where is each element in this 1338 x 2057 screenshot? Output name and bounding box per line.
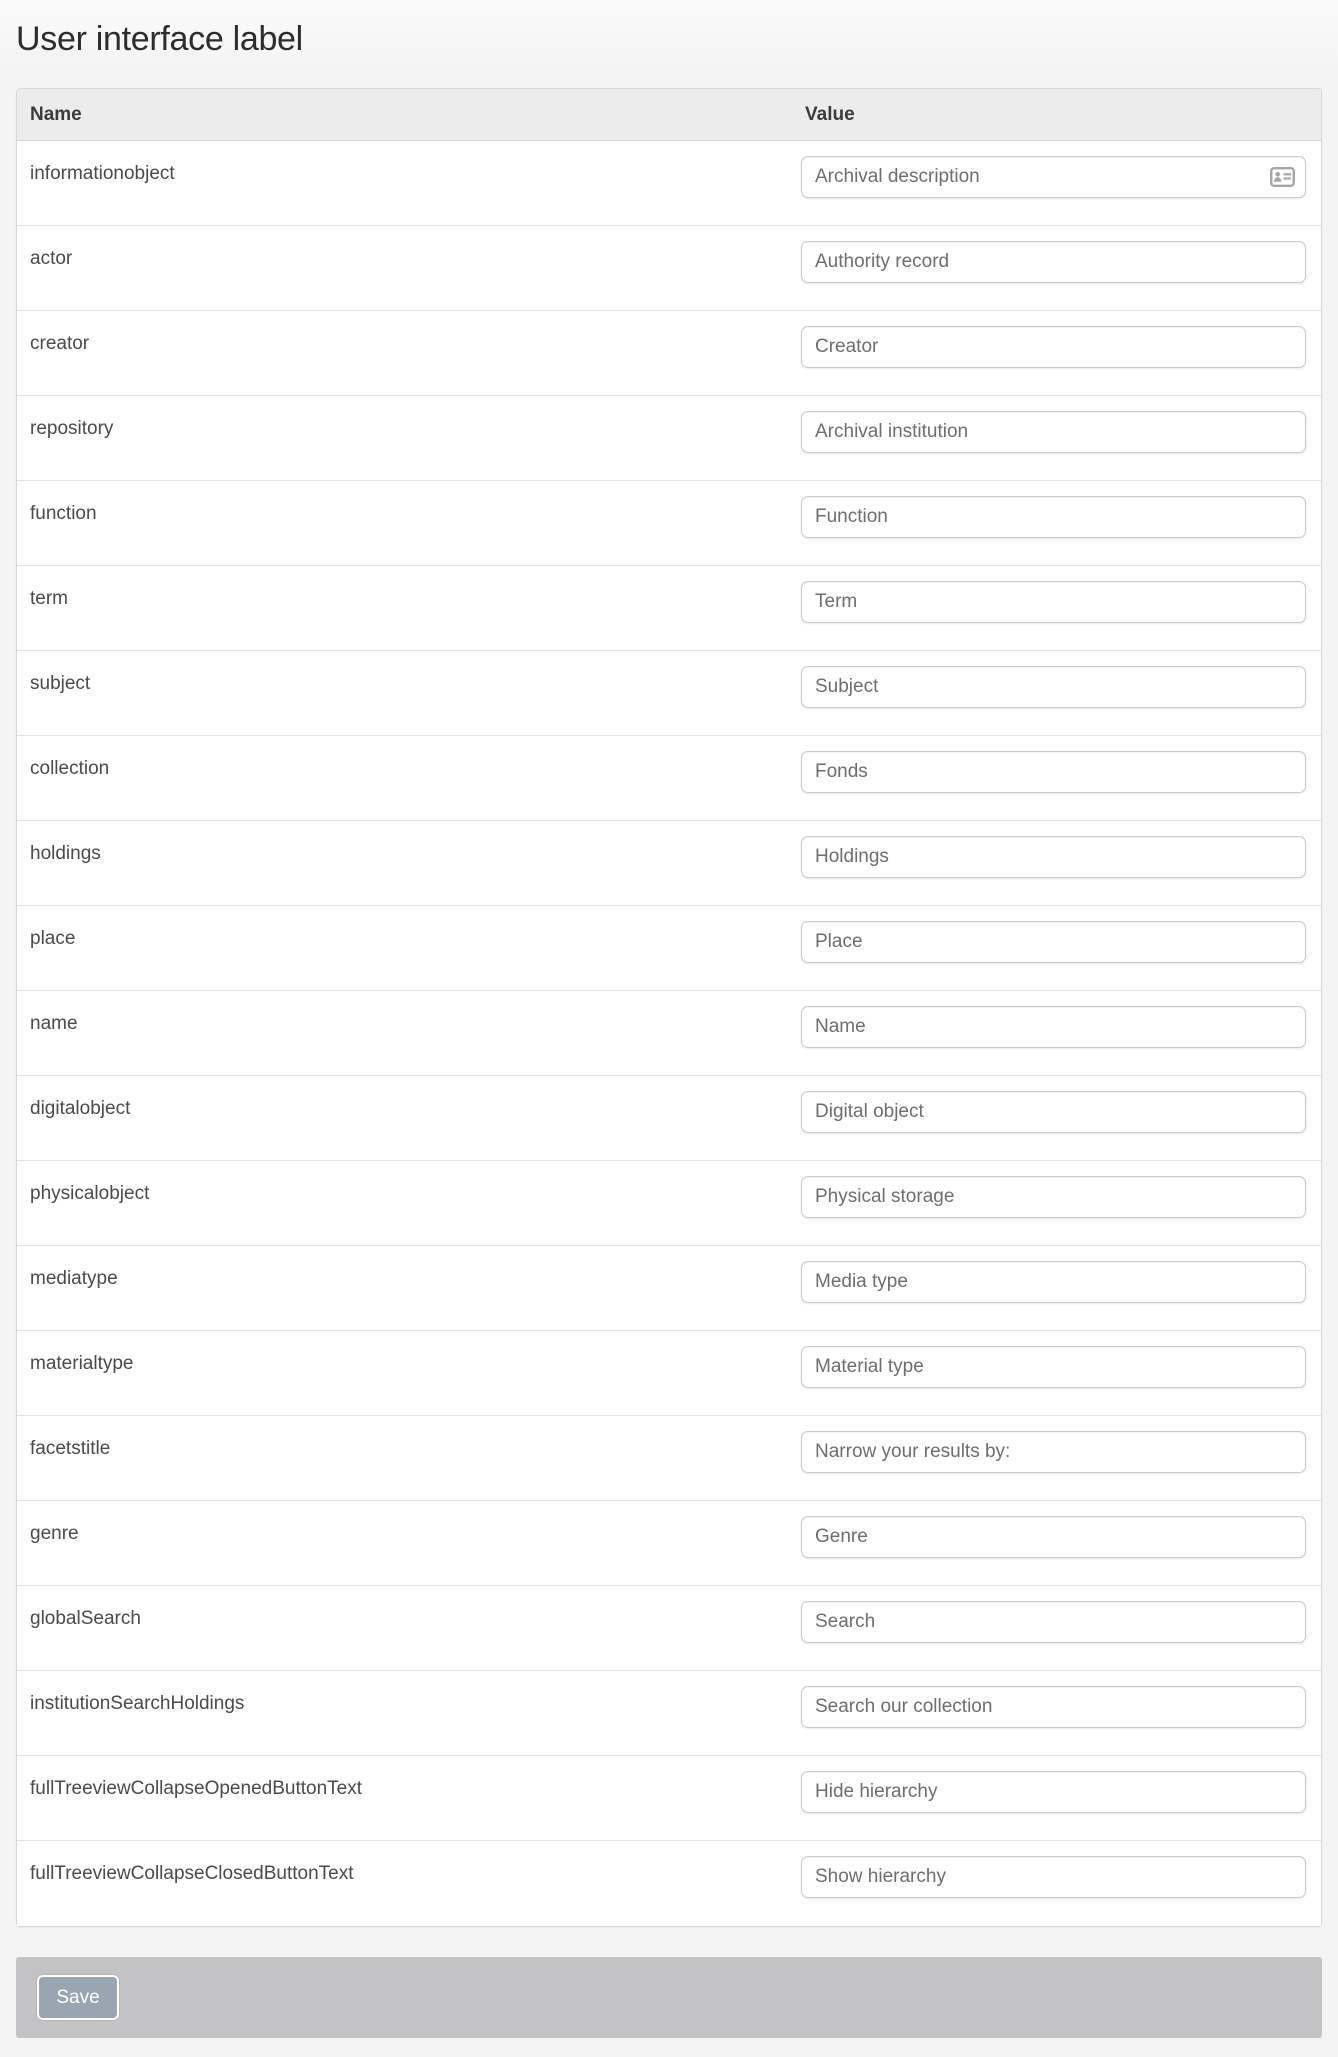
setting-value-input[interactable] xyxy=(801,1091,1306,1133)
value-input-wrap xyxy=(801,1686,1306,1728)
table-row xyxy=(17,821,1321,906)
table-row xyxy=(17,651,1321,736)
table-row xyxy=(17,141,1321,226)
setting-value-cell xyxy=(801,1756,1321,1840)
setting-value-input[interactable] xyxy=(801,1856,1306,1898)
setting-name-label: name xyxy=(30,1013,78,1034)
setting-value-cell xyxy=(801,566,1321,650)
table-row xyxy=(17,226,1321,311)
setting-name-label: actor xyxy=(30,248,73,269)
value-input-wrap xyxy=(801,1261,1306,1303)
table-row xyxy=(17,1331,1321,1416)
user-interface-label-table xyxy=(16,88,1322,1927)
table-row xyxy=(17,566,1321,651)
setting-value-input[interactable] xyxy=(801,751,1306,793)
setting-name-label: function xyxy=(30,503,97,524)
setting-value-input[interactable] xyxy=(801,1261,1306,1303)
value-input-wrap xyxy=(801,1091,1306,1133)
table-row xyxy=(17,1416,1321,1501)
setting-name-label: materialtype xyxy=(30,1353,134,1374)
setting-value-input[interactable] xyxy=(801,156,1306,198)
table-row xyxy=(17,1501,1321,1586)
page-title: User interface label xyxy=(16,20,303,58)
setting-value-input[interactable] xyxy=(801,326,1306,368)
setting-value-input[interactable] xyxy=(801,1176,1306,1218)
setting-value-input[interactable] xyxy=(801,1346,1306,1388)
setting-name-label: holdings xyxy=(30,843,101,864)
setting-value-cell xyxy=(801,311,1321,395)
value-input-wrap xyxy=(801,836,1306,878)
setting-name-label: subject xyxy=(30,673,91,694)
setting-value-input[interactable] xyxy=(801,836,1306,878)
value-input-wrap xyxy=(801,1431,1306,1473)
setting-name-label: mediatype xyxy=(30,1268,118,1289)
table-row xyxy=(17,396,1321,481)
value-input-wrap xyxy=(801,921,1306,963)
setting-value-input[interactable] xyxy=(801,1686,1306,1728)
setting-value-input[interactable] xyxy=(801,1516,1306,1558)
setting-value-cell xyxy=(801,141,1321,225)
setting-name-label: term xyxy=(30,588,68,609)
setting-value-input[interactable] xyxy=(801,1601,1306,1643)
value-input-wrap xyxy=(801,156,1306,198)
table-row xyxy=(17,736,1321,821)
table-row xyxy=(17,906,1321,991)
table-row xyxy=(17,1756,1321,1841)
setting-value-cell xyxy=(801,1671,1321,1755)
setting-name-label: digitalobject xyxy=(30,1098,131,1119)
setting-name-label: place xyxy=(30,928,76,949)
setting-value-input[interactable] xyxy=(801,1771,1306,1813)
setting-value-cell xyxy=(801,481,1321,565)
address-card-icon xyxy=(1270,167,1295,187)
setting-value-cell xyxy=(801,1076,1321,1160)
table-row xyxy=(17,311,1321,396)
setting-value-cell xyxy=(801,226,1321,310)
table-row xyxy=(17,1161,1321,1246)
value-input-wrap xyxy=(801,326,1306,368)
value-input-wrap xyxy=(801,496,1306,538)
setting-value-cell xyxy=(801,991,1321,1075)
setting-value-cell xyxy=(801,1416,1321,1500)
setting-value-cell xyxy=(801,1586,1321,1670)
table-body xyxy=(17,141,1321,1926)
setting-value-cell xyxy=(801,821,1321,905)
setting-value-cell xyxy=(801,1841,1321,1926)
table-row xyxy=(17,1586,1321,1671)
setting-value-cell xyxy=(801,1161,1321,1245)
setting-value-input[interactable] xyxy=(801,496,1306,538)
setting-value-input[interactable] xyxy=(801,666,1306,708)
table-row xyxy=(17,481,1321,566)
table-row xyxy=(17,991,1321,1076)
table-row xyxy=(17,1246,1321,1331)
save-button[interactable]: Save xyxy=(37,1975,119,2020)
setting-name-label: facetstitle xyxy=(30,1438,111,1459)
value-input-wrap xyxy=(801,1516,1306,1558)
setting-value-input[interactable] xyxy=(801,411,1306,453)
value-input-wrap xyxy=(801,1856,1306,1898)
setting-value-cell xyxy=(801,1501,1321,1585)
table-header-row xyxy=(17,89,1321,141)
table-row xyxy=(17,1671,1321,1756)
setting-name-label: creator xyxy=(30,333,90,354)
setting-value-cell xyxy=(801,1331,1321,1415)
value-input-wrap xyxy=(801,1601,1306,1643)
setting-name-label: collection xyxy=(30,758,110,779)
value-input-wrap xyxy=(801,751,1306,793)
setting-name-label: fullTreeviewCollapseOpenedButtonText xyxy=(30,1778,362,1799)
setting-value-cell xyxy=(801,736,1321,820)
value-input-wrap xyxy=(801,1176,1306,1218)
setting-value-cell xyxy=(801,651,1321,735)
setting-name-label: globalSearch xyxy=(30,1608,141,1629)
table-row xyxy=(17,1841,1321,1926)
setting-name-label: physicalobject xyxy=(30,1183,150,1204)
setting-name-label: repository xyxy=(30,418,114,439)
value-input-wrap xyxy=(801,241,1306,283)
column-header-value: Value xyxy=(805,103,855,125)
setting-name-label: genre xyxy=(30,1523,79,1544)
setting-value-cell xyxy=(801,906,1321,990)
setting-name-label: fullTreeviewCollapseClosedButtonText xyxy=(30,1863,354,1884)
setting-name-label: institutionSearchHoldings xyxy=(30,1693,245,1714)
column-header-name: Name xyxy=(30,103,82,125)
setting-value-input[interactable] xyxy=(801,241,1306,283)
value-input-wrap xyxy=(801,1346,1306,1388)
setting-value-input[interactable] xyxy=(801,1431,1306,1473)
value-input-wrap xyxy=(801,1771,1306,1813)
value-input-wrap xyxy=(801,1006,1306,1048)
table-row xyxy=(17,1076,1321,1161)
value-input-wrap xyxy=(801,581,1306,623)
value-input-wrap xyxy=(801,666,1306,708)
form-actions-bar xyxy=(16,1957,1322,2038)
setting-value-input[interactable] xyxy=(801,921,1306,963)
setting-value-cell xyxy=(801,1246,1321,1330)
setting-value-input[interactable] xyxy=(801,581,1306,623)
setting-value-cell xyxy=(801,396,1321,480)
setting-name-label: informationobject xyxy=(30,163,175,184)
value-input-wrap xyxy=(801,411,1306,453)
setting-value-input[interactable] xyxy=(801,1006,1306,1048)
